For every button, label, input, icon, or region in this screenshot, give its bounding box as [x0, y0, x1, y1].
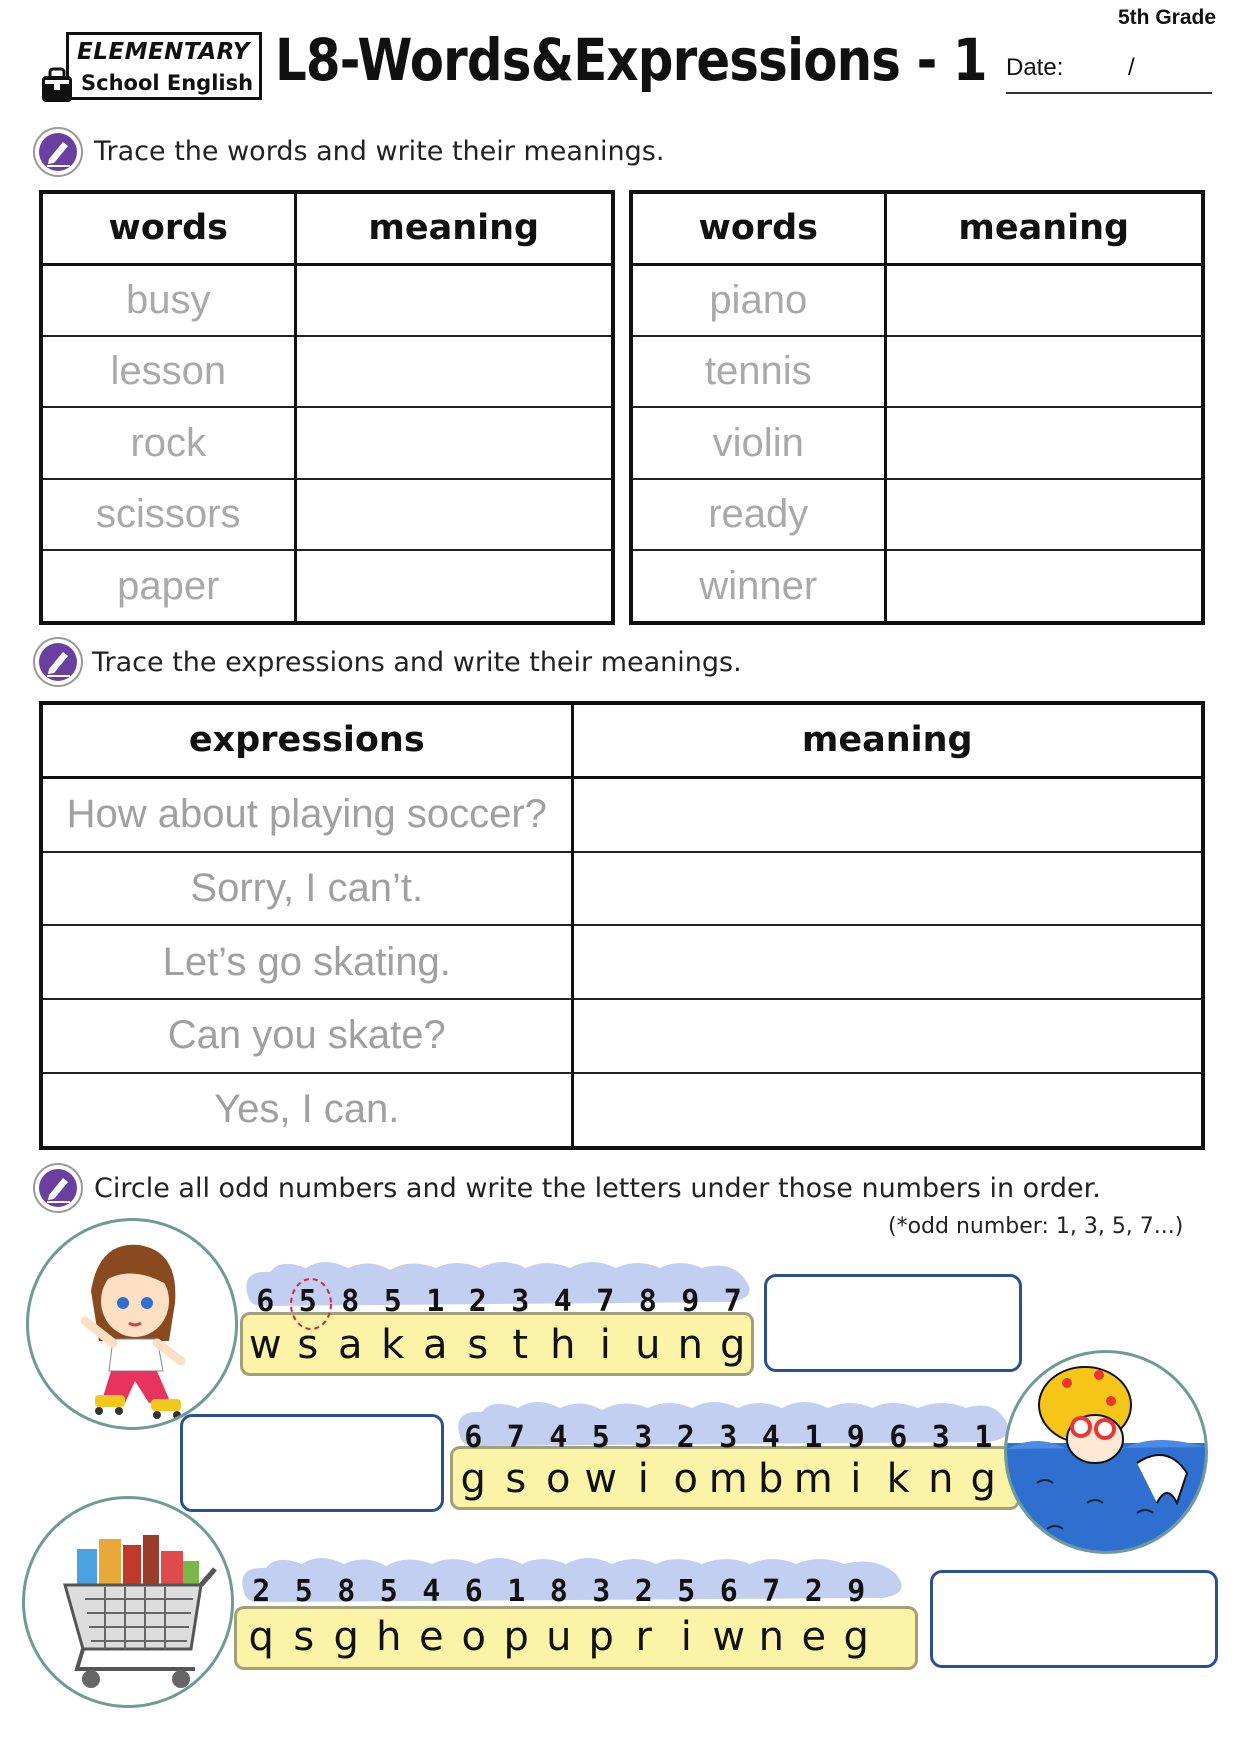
trace-expression: Yes, I can.: [41, 1073, 572, 1148]
letter-row: [240, 1614, 878, 1660]
puzzle-number[interactable]: 6: [464, 1420, 483, 1455]
puzzle-number[interactable]: 9: [681, 1284, 700, 1319]
meaning-cell[interactable]: [572, 925, 1203, 999]
answer-box[interactable]: [764, 1274, 1022, 1372]
puzzle-number[interactable]: 8: [549, 1574, 568, 1609]
puzzle-number[interactable]: 2: [634, 1574, 653, 1609]
puzzle-number[interactable]: 5: [294, 1574, 313, 1609]
puzzle-letter: k: [886, 1456, 910, 1502]
puzzle-letter: n: [758, 1614, 784, 1660]
puzzle-number[interactable]: 7: [762, 1574, 781, 1609]
answer-box[interactable]: [180, 1414, 444, 1512]
col-header-meaning: meaning: [572, 703, 1203, 777]
puzzle-number[interactable]: 6: [256, 1284, 275, 1319]
puzzle-letter: t: [512, 1322, 529, 1368]
puzzle-letter: i: [637, 1456, 649, 1502]
puzzle-number[interactable]: 2: [252, 1574, 271, 1609]
meaning-cell[interactable]: [295, 479, 613, 550]
puzzle-letter: b: [758, 1456, 784, 1502]
puzzle-letter: m: [708, 1456, 748, 1502]
date-line: [1006, 92, 1212, 94]
puzzle-number[interactable]: 3: [719, 1420, 738, 1455]
puzzle-letter: g: [970, 1456, 996, 1502]
puzzle-number[interactable]: 4: [422, 1574, 441, 1609]
meaning-cell[interactable]: [885, 550, 1203, 623]
col-header-words: words: [41, 192, 295, 264]
puzzle-letter: i: [680, 1614, 692, 1660]
puzzle-number[interactable]: 3: [634, 1420, 653, 1455]
puzzle-number[interactable]: 5: [298, 1284, 317, 1319]
meaning-cell[interactable]: [572, 852, 1203, 926]
puzzle-number[interactable]: 9: [847, 1574, 866, 1609]
puzzle-letter: g: [720, 1322, 746, 1368]
words-table-right: [629, 190, 1205, 625]
col-header-meaning: meaning: [295, 192, 613, 264]
puzzle-letter: e: [418, 1614, 444, 1660]
puzzle-letter: a: [422, 1322, 448, 1368]
meaning-cell[interactable]: [295, 336, 613, 407]
trace-word: tennis: [631, 336, 885, 407]
number-row: [452, 1420, 1005, 1455]
puzzle-letter: s: [467, 1322, 489, 1368]
trace-expression: Can you skate?: [41, 999, 572, 1073]
girl-skating-icon: [29, 1221, 235, 1427]
letter-row: [452, 1456, 1005, 1502]
meaning-cell[interactable]: [572, 999, 1203, 1073]
puzzle-number[interactable]: 1: [507, 1574, 526, 1609]
puzzle-letter: g: [333, 1614, 359, 1660]
puzzle-letter: m: [793, 1456, 833, 1502]
school-bag-icon: [38, 66, 76, 104]
trace-word: piano: [631, 264, 885, 336]
swimmer-picture: [1004, 1350, 1208, 1554]
expressions-table: [39, 701, 1205, 1150]
trace-expression: How about playing soccer?: [41, 777, 572, 852]
meaning-cell[interactable]: [885, 407, 1203, 478]
trace-word: busy: [41, 264, 295, 336]
puzzle-number[interactable]: 5: [379, 1574, 398, 1609]
puzzle-number[interactable]: 1: [426, 1284, 445, 1319]
puzzle-number[interactable]: 8: [341, 1284, 360, 1319]
trace-word: violin: [631, 407, 885, 478]
page-title: L8-Words&Expressions - 1: [275, 26, 987, 94]
col-header-words: words: [631, 192, 885, 264]
meaning-cell[interactable]: [295, 407, 613, 478]
puzzle-number[interactable]: 8: [638, 1284, 657, 1319]
example-circle-mark: [288, 1276, 334, 1332]
puzzle-number[interactable]: 4: [549, 1420, 568, 1455]
puzzle-letter: i: [850, 1456, 862, 1502]
words-table-left: [39, 190, 615, 625]
puzzle-letter: k: [381, 1322, 405, 1368]
puzzle-letter: i: [599, 1322, 611, 1368]
answer-box[interactable]: [930, 1570, 1218, 1668]
trace-word: rock: [41, 407, 295, 478]
trace-word: paper: [41, 550, 295, 623]
puzzle-letter: p: [503, 1614, 529, 1660]
col-header-expressions: expressions: [41, 703, 572, 777]
trace-word: lesson: [41, 336, 295, 407]
number-row: [240, 1574, 878, 1609]
pencil-icon: [32, 126, 84, 178]
puzzle-number[interactable]: 8: [337, 1574, 356, 1609]
puzzle-letter: o: [673, 1456, 698, 1502]
puzzle-number[interactable]: 1: [804, 1420, 823, 1455]
grade-label: 5th Grade: [1118, 6, 1217, 29]
date-label: Date:: [1006, 54, 1064, 81]
puzzle-number[interactable]: 5: [677, 1574, 696, 1609]
puzzle-number[interactable]: 6: [889, 1420, 908, 1455]
puzzle-letter: w: [248, 1322, 282, 1368]
puzzle-number[interactable]: 3: [931, 1420, 950, 1455]
girl-skating-picture: [26, 1218, 238, 1430]
trace-expression: Let’s go skating.: [41, 925, 572, 999]
trace-word: winner: [631, 550, 885, 623]
trace-word: ready: [631, 479, 885, 550]
shopping-cart-icon: [25, 1499, 231, 1705]
puzzle-letter: r: [635, 1614, 652, 1660]
puzzle-number[interactable]: 2: [468, 1284, 487, 1319]
trace-word: scissors: [41, 479, 295, 550]
trace-expression: Sorry, I can’t.: [41, 852, 572, 926]
pencil-icon: [32, 1162, 84, 1214]
puzzle-letter: p: [588, 1614, 614, 1660]
puzzle-letter: g: [460, 1456, 486, 1502]
puzzle-letter: u: [635, 1322, 661, 1368]
date-slash: /: [1128, 54, 1135, 81]
puzzle-number[interactable]: 9: [846, 1420, 865, 1455]
puzzle-number[interactable]: 6: [719, 1574, 738, 1609]
meaning-cell[interactable]: [295, 264, 613, 336]
puzzle-letter: g: [843, 1614, 869, 1660]
puzzle-number[interactable]: 3: [592, 1574, 611, 1609]
puzzle-letter: n: [677, 1322, 703, 1368]
puzzle-number[interactable]: 4: [553, 1284, 572, 1319]
puzzle-letter: s: [505, 1456, 527, 1502]
puzzle-number[interactable]: 4: [761, 1420, 780, 1455]
puzzle-number[interactable]: 3: [511, 1284, 530, 1319]
instruction-odd-numbers: Circle all odd numbers and write the letters under those numbers in order.: [94, 1173, 1101, 1204]
puzzle-letter: e: [801, 1614, 827, 1660]
puzzle-number[interactable]: 7: [596, 1284, 615, 1319]
puzzle-letter: s: [297, 1322, 319, 1368]
puzzle-letter: q: [248, 1614, 274, 1660]
meaning-cell[interactable]: [885, 479, 1203, 550]
puzzle-number[interactable]: 7: [506, 1420, 525, 1455]
puzzle-letter: o: [461, 1614, 486, 1660]
puzzle-number[interactable]: 7: [723, 1284, 742, 1319]
puzzle-letter: s: [293, 1614, 315, 1660]
pencil-icon: [32, 636, 84, 688]
logo-line2: School English: [81, 71, 254, 95]
puzzle-number[interactable]: 2: [804, 1574, 823, 1609]
instruction-words: Trace the words and write their meanings.: [94, 136, 665, 167]
puzzle-letter: w: [584, 1456, 618, 1502]
swimmer-icon: [1007, 1353, 1205, 1551]
meaning-cell[interactable]: [885, 336, 1203, 407]
logo: [66, 32, 262, 100]
puzzle-number[interactable]: 6: [464, 1574, 483, 1609]
puzzle-letter: u: [546, 1614, 572, 1660]
odd-number-note: (*odd number: 1, 3, 5, 7...): [888, 1214, 1184, 1239]
instruction-expressions: Trace the expressions and write their meanings.: [92, 647, 742, 678]
meaning-cell[interactable]: [885, 264, 1203, 336]
logo-line1: ELEMENTARY: [77, 39, 250, 65]
puzzle-letter: n: [928, 1456, 954, 1502]
puzzle-letter: w: [712, 1614, 746, 1660]
shopping-cart-picture: [22, 1496, 234, 1708]
puzzle-letter: a: [337, 1322, 363, 1368]
meaning-cell[interactable]: [572, 777, 1203, 852]
puzzle-number[interactable]: 1: [974, 1420, 993, 1455]
puzzle-letter: h: [376, 1614, 402, 1660]
meaning-cell[interactable]: [295, 550, 613, 623]
puzzle-number[interactable]: 5: [591, 1420, 610, 1455]
puzzle-number[interactable]: 5: [383, 1284, 402, 1319]
puzzle-letter: h: [550, 1322, 576, 1368]
puzzle-number[interactable]: 2: [676, 1420, 695, 1455]
puzzle-letter: o: [546, 1456, 571, 1502]
col-header-meaning: meaning: [885, 192, 1203, 264]
meaning-cell[interactable]: [572, 1073, 1203, 1148]
